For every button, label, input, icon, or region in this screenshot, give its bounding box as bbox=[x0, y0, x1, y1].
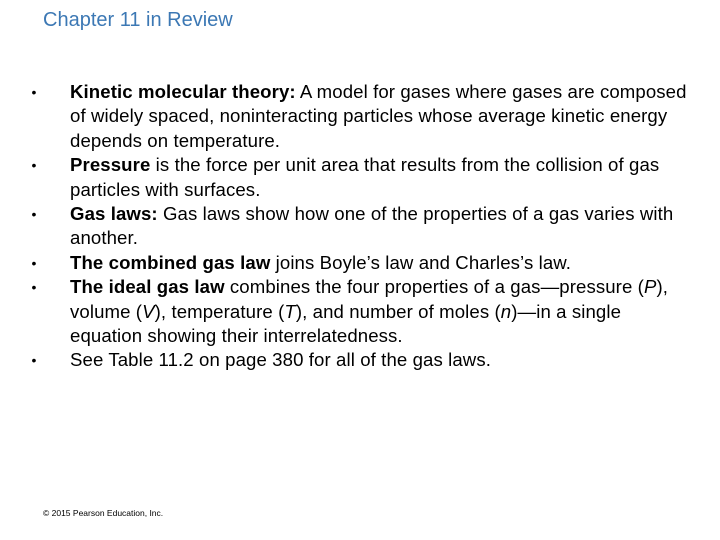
variable-p: P bbox=[643, 276, 657, 298]
definition-text: ), and number of moles ( bbox=[295, 300, 501, 322]
bullet-dot-icon: • bbox=[31, 352, 37, 369]
variable-t: T bbox=[284, 300, 296, 322]
definition-text: A model for gases where gases are composed of widely spaced, noninteracting particles whose average kinetic energy depends on temperature. bbox=[70, 81, 687, 151]
bullet-dot-icon: • bbox=[31, 279, 37, 296]
definition-text: )—in a single equation showing their interrelatedness. bbox=[70, 300, 622, 347]
definition-text: ), temperature ( bbox=[154, 300, 285, 322]
term-label: Pressure bbox=[70, 154, 151, 176]
definition-text: ), volume ( bbox=[70, 276, 669, 322]
definition-text: is the force per unit area that results from the collision of gas particles with surfaces. bbox=[70, 154, 660, 200]
copyright-notice: © 2015 Pearson Education, Inc. bbox=[43, 508, 164, 518]
bullet-gas-laws bbox=[28, 202, 688, 251]
definition-text: Gas laws show how one of the properties of a gas varies with another. bbox=[70, 203, 674, 249]
slide-title: Chapter 11 in Review bbox=[43, 9, 233, 31]
term-label: Gas laws: bbox=[70, 203, 158, 225]
bullet-list bbox=[28, 80, 688, 373]
bullet-pressure bbox=[28, 153, 688, 202]
bullet-combined-gas-law bbox=[28, 251, 688, 275]
bullet-ideal-gas-law bbox=[28, 275, 688, 348]
bullet-kinetic-molecular-theory bbox=[28, 80, 688, 153]
bullet-see-table bbox=[28, 348, 688, 372]
bullet-dot-icon: • bbox=[31, 254, 37, 271]
term-label: The combined gas law bbox=[70, 251, 271, 273]
definition-text: joins Boyle’s law and Charles’s law. bbox=[270, 251, 572, 273]
term-label: The ideal gas law bbox=[70, 276, 225, 298]
definition-text: See Table 11.2 on page 380 for all of the gas laws. bbox=[70, 349, 491, 371]
definition-text: combines the four properties of a gas—pressure ( bbox=[224, 276, 644, 298]
variable-n: n bbox=[500, 300, 512, 322]
term-label: Kinetic molecular theory: bbox=[70, 81, 296, 102]
bullet-dot-icon: • bbox=[31, 157, 37, 174]
bullet-dot-icon: • bbox=[31, 206, 37, 223]
variable-v: V bbox=[142, 300, 155, 322]
bullet-dot-icon: • bbox=[31, 84, 37, 100]
